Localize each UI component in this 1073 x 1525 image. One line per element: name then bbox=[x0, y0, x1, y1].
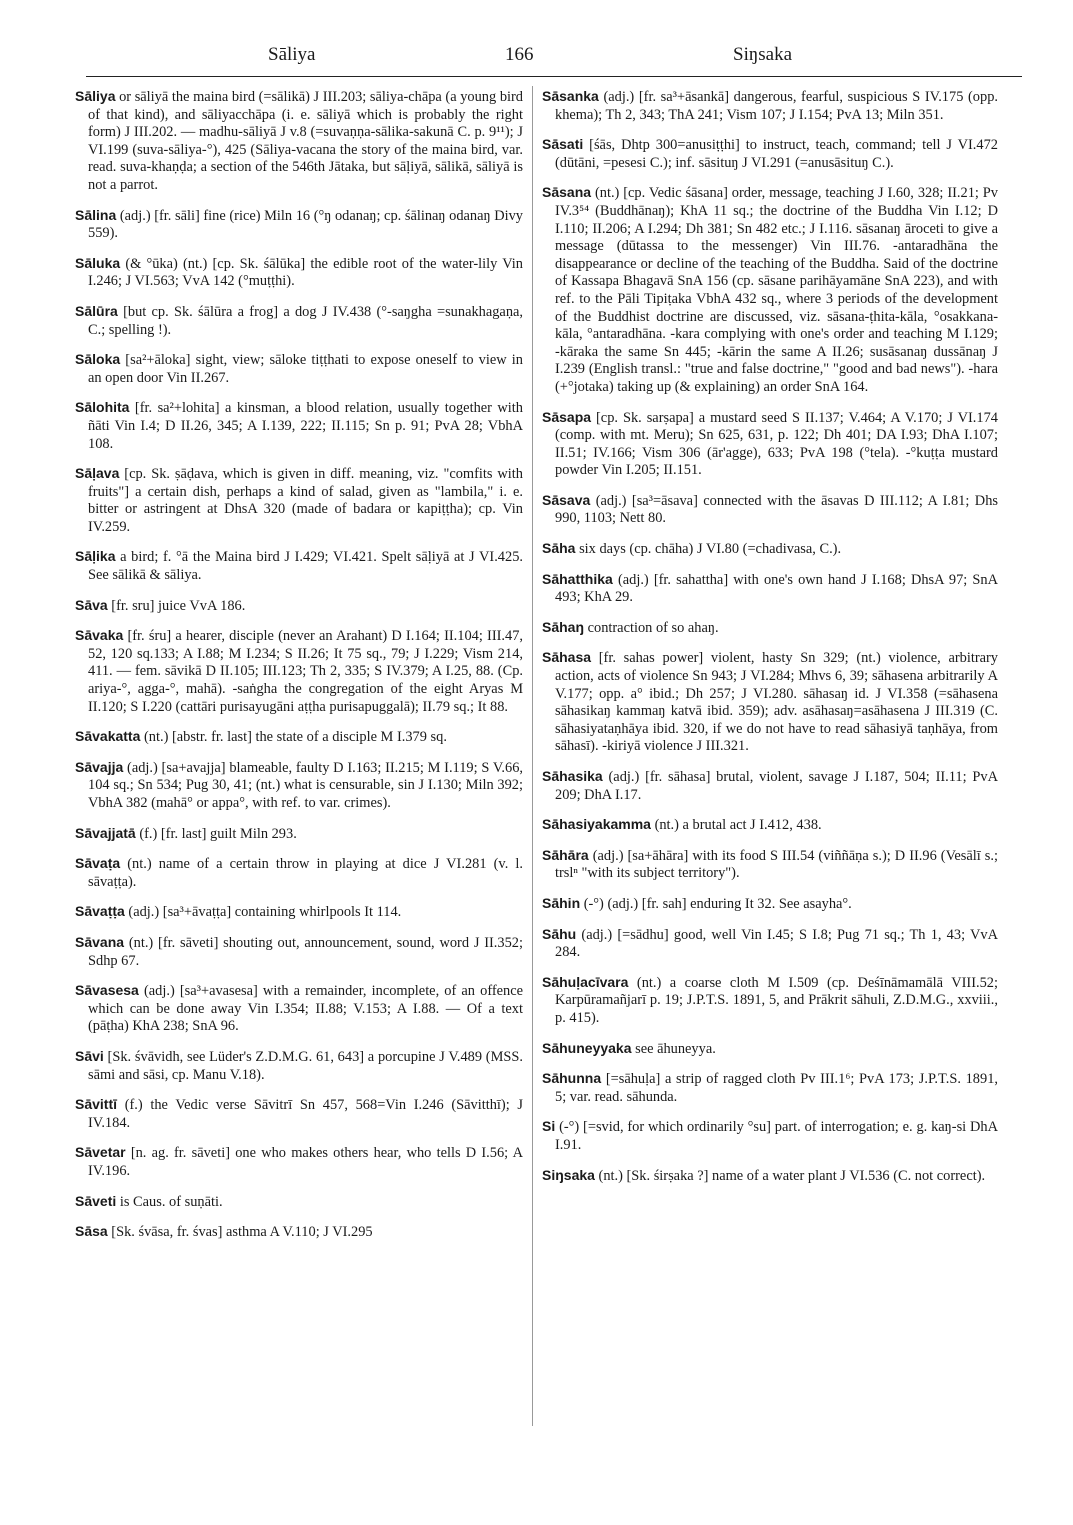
entry-definition: [Sk. śvāsa, fr. śvas] asthma A V.110; J VI.295 bbox=[107, 1224, 373, 1241]
entry-headword: Sāhasiyakamma bbox=[542, 816, 651, 833]
entry-definition: (adj.) [fr. sa³+āsankā] dangerous, fearful, suspicious S IV.175 (opp. khema); Th 2, 343; ThA 241; Vism 107; J I.154; PvA 13; Miln 351. bbox=[555, 89, 998, 123]
entry-headword: Si bbox=[542, 1118, 556, 1135]
entry-definition: (-°) [=svid, for which ordinarily °su] part. of interrogation; e. g. kaŋ-si DhA I.91. bbox=[555, 1119, 998, 1153]
dictionary-entry bbox=[542, 88, 998, 124]
entry-headword: Sāvetar bbox=[75, 1144, 126, 1161]
dictionary-entry bbox=[542, 619, 998, 638]
dictionary-entry bbox=[542, 409, 998, 480]
dictionary-entry bbox=[75, 255, 523, 291]
left-column bbox=[75, 88, 523, 1254]
entry-definition: or sāliyā the maina bird (=sālikā) J III.203; sāliya-chāpa (a young bird of that kind), and sāliyacchāpa (i. e. sāliyā which is probably the right form) J III.202. — madhu-sāliyā J v.8 (=suvaṇṇa-sālika-sakunā C. p. 9¹¹); J VI.199 (suva-sāliya-°), 425 (Sāliya-vacana the story of the maina bird, var. read. suva-khaṇḍa; a section of the 546th Jātaka, but sāḷiyā, sālikā, sāliyā is not a parrot. bbox=[88, 89, 523, 193]
entry-headword: Sāvana bbox=[75, 933, 125, 950]
entry-headword: Sāhasika bbox=[542, 768, 603, 784]
entry-definition: (nt.) [Sk. śirṣaka ?] name of a water plant J VI.536 (C. not correct). bbox=[594, 1167, 986, 1184]
entry-definition: [n. ag. fr. sāveti] one who makes others hear, who tells D I.56; A IV.196. bbox=[88, 1145, 523, 1179]
entry-headword: Sāhin bbox=[542, 894, 581, 911]
entry-definition: (f.) [fr. last] guilt Miln 293. bbox=[135, 825, 297, 842]
dictionary-entry bbox=[75, 982, 523, 1036]
entry-definition: (-°) (adj.) [fr. sah] enduring It 32. See asayha°. bbox=[580, 895, 852, 912]
entry-headword: Sālohita bbox=[75, 399, 130, 416]
entry-definition: [cp. Sk. ṣāḍava, which is given in diff. meaning, viz. "comfits with fruits"] a certain dish, perhaps a kind of salad, given as "lambila," i. e. bitter or astringent at DhsA 320 (made of badara or kapiṭṭha); cp. Vin IV.259. bbox=[88, 466, 523, 535]
column-divider bbox=[532, 86, 533, 1426]
entry-headword: Sāva bbox=[75, 596, 108, 613]
entry-definition: contraction of so ahaŋ. bbox=[584, 619, 719, 636]
entry-headword: Siŋsaka bbox=[542, 1166, 595, 1183]
entry-headword: Sāliya bbox=[75, 88, 116, 104]
entry-definition: [cp. Sk. sarṣapa] a mustard seed S II.137; V.464; A V.170; J VI.174 (comp. with mt. Meru); Sn 625, 631, p. 122; Dh 401; DA I.93; DhA I.107; II.51; IV.166; Vism 306 (ār'agge), 633; PvA 198 (°tela). -°kuṭṭa mustard powder Vin I.205; II.151. bbox=[555, 409, 998, 479]
entry-headword: Sāveti bbox=[75, 1192, 117, 1209]
entry-definition: [sa²+āloka] sight, view; sāloke tiṭṭhati to expose oneself to view in an open door Vin II.267. bbox=[88, 352, 523, 386]
dictionary-entry bbox=[75, 934, 523, 970]
entry-definition: (adj.) [fr. sahattha] with one's own hand J I.168; DhsA 97; SnA 493; KhA 29. bbox=[555, 571, 998, 606]
dictionary-entry bbox=[75, 825, 523, 844]
entry-headword: Sāvakatta bbox=[75, 728, 141, 745]
entry-headword: Sāhuḷacīvara bbox=[542, 973, 629, 990]
entry-definition: (adj.) [sa³=āsava] connected with the āsavas D III.112; A I.81; Dhs 990, 1103; Nett 80. bbox=[555, 492, 998, 527]
dictionary-entry bbox=[542, 184, 998, 396]
entry-headword: Sāvajja bbox=[75, 758, 124, 775]
dictionary-entry bbox=[75, 903, 523, 922]
dictionary-entry bbox=[542, 926, 998, 962]
entry-definition: see āhuneyya. bbox=[631, 1040, 716, 1057]
running-head-right: Siŋsaka bbox=[733, 44, 793, 65]
entry-headword: Sāsa bbox=[75, 1223, 108, 1240]
entry-definition: (& °ūka) (nt.) [cp. Sk. śālūka] the edible root of the water-lily Vin I.246; J VI.563; VvA 142 (°muṭṭhi). bbox=[88, 255, 523, 290]
dictionary-entry bbox=[75, 351, 523, 387]
entry-headword: Sāsapa bbox=[542, 408, 592, 425]
entry-headword: Sāhasa bbox=[542, 649, 592, 666]
dictionary-entry bbox=[542, 1118, 998, 1154]
entry-headword: Sāhaŋ bbox=[542, 618, 585, 635]
entry-definition: is Caus. of suṇāti. bbox=[116, 1193, 223, 1210]
dictionary-entry bbox=[542, 1070, 998, 1106]
entry-headword: Sāhuneyyaka bbox=[542, 1039, 632, 1056]
entry-definition: [Sk. śvāvidh, see Lüder's Z.D.M.G. 61, 643] a porcupine J V.489 (MSS. sāmi and sāsi, cp. Manu V.18). bbox=[88, 1048, 523, 1083]
entry-definition: (adj.) [sa³+avasesa] with a remainder, incomplete, of an offence which can be done away Vin I.354; II.88; V.153; A I.88. — Of a text (pāṭha) KhA 238; SnA 96. bbox=[88, 983, 523, 1035]
entry-definition: (adj.) [fr. sāli] fine (rice) Miln 16 (°ŋ odanaŋ; cp. śālinaŋ odanaŋ Divy 559). bbox=[88, 207, 523, 242]
entry-headword: Sāhāra bbox=[542, 846, 589, 863]
dictionary-entry bbox=[75, 465, 523, 536]
running-head-left: Sāliya bbox=[268, 44, 316, 65]
entry-definition: a bird; f. °ā the Maina bird J I.429; VI.421. Spelt sāḷiyā at J VI.425. See sālikā & sāliya. bbox=[88, 549, 523, 584]
dictionary-entry bbox=[542, 974, 998, 1028]
entry-definition: [fr. sahas power] violent, hasty Sn 329; (nt.) violence, arbitrary action, acts of violence Sn 943; J VI.284; Mhvs 6, 39; sāhasena arbitrarily A V.177; opp. a° ibid.; Dh 257; J VI.280. sāhasaŋ id. J VI.358 (=sāhasena sāhasikaŋ kammaŋ katvā ibid. 359); adv. asāhasaŋ=asāhasena J III.319 (C. sāhasiyataṇhāya ibid. 320, if we do not have to read sāhasiyā taṇhāya, from sāhasī). -kiriyā violence J III.321. bbox=[555, 650, 998, 755]
entry-definition: (adj.) [=sādhu] good, well Vin I.45; S I.8; Pug 71 sq.; Th 1, 43; VvA 284. bbox=[555, 926, 998, 961]
dictionary-entry bbox=[75, 399, 523, 453]
entry-headword: Sāloka bbox=[75, 351, 121, 368]
entry-headword: Sāsati bbox=[542, 136, 584, 153]
dictionary-entry bbox=[75, 303, 523, 339]
dictionary-entry bbox=[542, 768, 998, 804]
dictionary-entry bbox=[542, 649, 998, 756]
entry-definition: [fr. sru] juice VvA 186. bbox=[107, 597, 246, 614]
entry-definition: (nt.) [fr. sāveti] shouting out, announcement, sound, word J II.352; Sdhp 67. bbox=[88, 934, 523, 969]
entry-definition: (adj.) [sa+āhāra] with its food S III.54 (viññāṇa s.); D II.96 (Vesālī s.; trslⁿ "with its subject territory"). bbox=[555, 847, 998, 882]
entry-headword: Sālūra bbox=[75, 302, 118, 319]
dictionary-entry bbox=[75, 759, 523, 813]
entry-headword: Sāhatthika bbox=[542, 570, 613, 587]
entry-headword: Sāvasesa bbox=[75, 982, 139, 999]
entry-headword: Sālina bbox=[75, 206, 117, 223]
right-column bbox=[542, 88, 998, 1197]
dictionary-entry bbox=[542, 1167, 998, 1186]
entry-definition: [śās, Dhtp 300=anusiṭṭhi] to instruct, teach, command; tell J VI.472 (dūtāni, =pesesi C.); inf. sāsituŋ J VI.291 (=anusāsituŋ C.). bbox=[555, 137, 998, 171]
entry-definition: (adj.) [fr. sāhasa] brutal, violent, savage J I.187, 504; II.11; PvA 209; DhA I.17. bbox=[555, 769, 998, 803]
entry-definition: (f.) the Vedic verse Sāvitrī Sn 457, 568=Vin I.246 (Sāvitthī); J IV.184. bbox=[88, 1097, 523, 1131]
entry-headword: Sāsana bbox=[542, 184, 592, 201]
entry-definition: (nt.) [cp. Vedic śāsana] order, message, teaching J I.60, 328; II.21; Pv IV.3⁵⁴ (Buddhānaŋ); KhA 11 sq.; the doctrine of the Buddha Vin I.12; D I.110; II.206; A I.294; Dh 381; Sn 482 etc.; J I.116. sāsanaŋ āroceti to give a message (dūtassa to the messenger) Vin III.76. -antaradhāna the disappearance or decline of the teaching of the Buddha. Said of the doctrine of Kassapa Bhagavā SnA 156 (cp. sāsane parihāyamāne SnA 223), and with ref. to the Pāli Tipiṭaka VbhA 432 sq., where 3 periods of the development of the Buddhist doctrine are discussed, viz. sāsana-ṭhita-kāla, °osakkana-kāla, °antaradhāna. -kara complying with one's order and teaching M I.129; -kāraka the same Sn 445; -kārin the same A II.26; susāsanaŋ dussānaŋ J I.239 (English transl.: "true and false doctrine," "good and bad news"). -hara (+°jotaka) taking up (& explaining) an order SnA 164. bbox=[555, 185, 998, 395]
entry-headword: Sāsava bbox=[542, 491, 591, 508]
entry-definition: [fr. sa²+lohita] a kinsman, a blood relation, usually together with ñāti Vin I.4; D II.26, 345; A I.139, 222; II.115; Sn p. 91; PvA 28; VbhA 108. bbox=[88, 400, 523, 452]
dictionary-entry bbox=[542, 492, 998, 528]
dictionary-entry bbox=[75, 207, 523, 243]
entry-definition: (adj.) [sa³+āvaṭṭa] containing whirlpools It 114. bbox=[124, 904, 402, 921]
entry-headword: Sāvaka bbox=[75, 627, 124, 644]
entry-headword: Sāhunna bbox=[542, 1070, 602, 1087]
entry-definition: (nt.) a brutal act J I.412, 438. bbox=[650, 817, 822, 834]
dictionary-entry bbox=[75, 1144, 523, 1180]
entry-headword: Sāvaṭa bbox=[75, 855, 121, 872]
entry-definition: (nt.) name of a certain throw in playing at dice J VI.281 (v. l. sāvaṭṭa). bbox=[88, 856, 523, 890]
dictionary-entry bbox=[75, 548, 523, 584]
dictionary-entry bbox=[75, 627, 523, 716]
dictionary-entry bbox=[542, 136, 998, 172]
entry-headword: Sāhu bbox=[542, 925, 577, 942]
dictionary-entry bbox=[75, 1193, 523, 1212]
entry-definition: (nt.) a coarse cloth M I.509 (cp. Deśīnāmamālā VIII.52; Karpūramañjarī p. 19; J.P.T.S. 1891, 5, and Prākrit sāhuli, Z.D.M.G., xxviii., p. 415). bbox=[555, 974, 998, 1026]
dictionary-entry bbox=[542, 895, 998, 914]
page-header bbox=[0, 44, 1073, 74]
dictionary-entry bbox=[542, 540, 998, 559]
dictionary-entry bbox=[542, 1040, 998, 1059]
entry-headword: Sāḷava bbox=[75, 465, 120, 482]
entry-headword: Sāvaṭṭa bbox=[75, 903, 125, 920]
dictionary-entry bbox=[75, 1096, 523, 1132]
entry-definition: [=sāhuḷa] a strip of ragged cloth Pv III.1⁶; PvA 173; J.P.T.S. 1891, 5; var. read. sāhunda. bbox=[555, 1071, 998, 1105]
entry-headword: Sāvi bbox=[75, 1047, 104, 1064]
page-number: 166 bbox=[505, 44, 534, 65]
entry-definition: six days (cp. chāha) J VI.80 (=chadivasa, C.). bbox=[575, 541, 842, 558]
dictionary-entry bbox=[75, 1223, 523, 1242]
dictionary-entry bbox=[542, 816, 998, 835]
entry-headword: Sāvajjatā bbox=[75, 824, 136, 841]
entry-definition: (nt.) [abstr. fr. last] the state of a disciple M I.379 sq. bbox=[140, 729, 447, 746]
dictionary-entry bbox=[542, 571, 998, 607]
entry-headword: Sāha bbox=[542, 540, 576, 557]
entry-definition: [fr. śru] a hearer, disciple (never an Arahant) D I.164; II.104; III.47, 52, 120 sq.133; A I.88; M I.234; S II.26; It 75 sq., 79; J I.229; Vism 214, 411. — fem. sāvikā D II.105; III.123; Th 2, 335; S IV.379; A I.25, 88. (Cp. ariya-°, agga-°, mahā). -saṅgha the congregation of the eight Aryas M II.120; S I.220 (cattāri purisayugāni aṭṭha purisapuggalā); II.79 sq.; It 88. bbox=[88, 628, 523, 715]
dictionary-entry bbox=[75, 1048, 523, 1084]
dictionary-entry bbox=[75, 855, 523, 891]
dictionary-entry bbox=[75, 88, 523, 195]
header-rule bbox=[86, 76, 1022, 77]
dictionary-entry bbox=[75, 728, 523, 747]
dictionary-entry bbox=[75, 597, 523, 616]
entry-definition: (adj.) [sa+avajja] blameable, faulty D I.163; II.215; M I.119; S V.66, 104 sq.; Sn 534; Pug 30, 41; (nt.) what is censurable, sin J I.130; Miln 392; VbhA 382 (mahā° or appa°, with ref. to var. crimes). bbox=[88, 759, 523, 811]
entry-headword: Sāḷika bbox=[75, 548, 116, 565]
dictionary-entry bbox=[542, 847, 998, 883]
entry-headword: Sāvittī bbox=[75, 1096, 118, 1113]
entry-headword: Sāluka bbox=[75, 254, 121, 271]
entry-headword: Sāsanka bbox=[542, 88, 599, 104]
entry-definition: [but cp. Sk. śālūra a frog] a dog J IV.438 (°-saŋgha =sunakhagaṇa, C.; spelling !). bbox=[88, 303, 523, 338]
